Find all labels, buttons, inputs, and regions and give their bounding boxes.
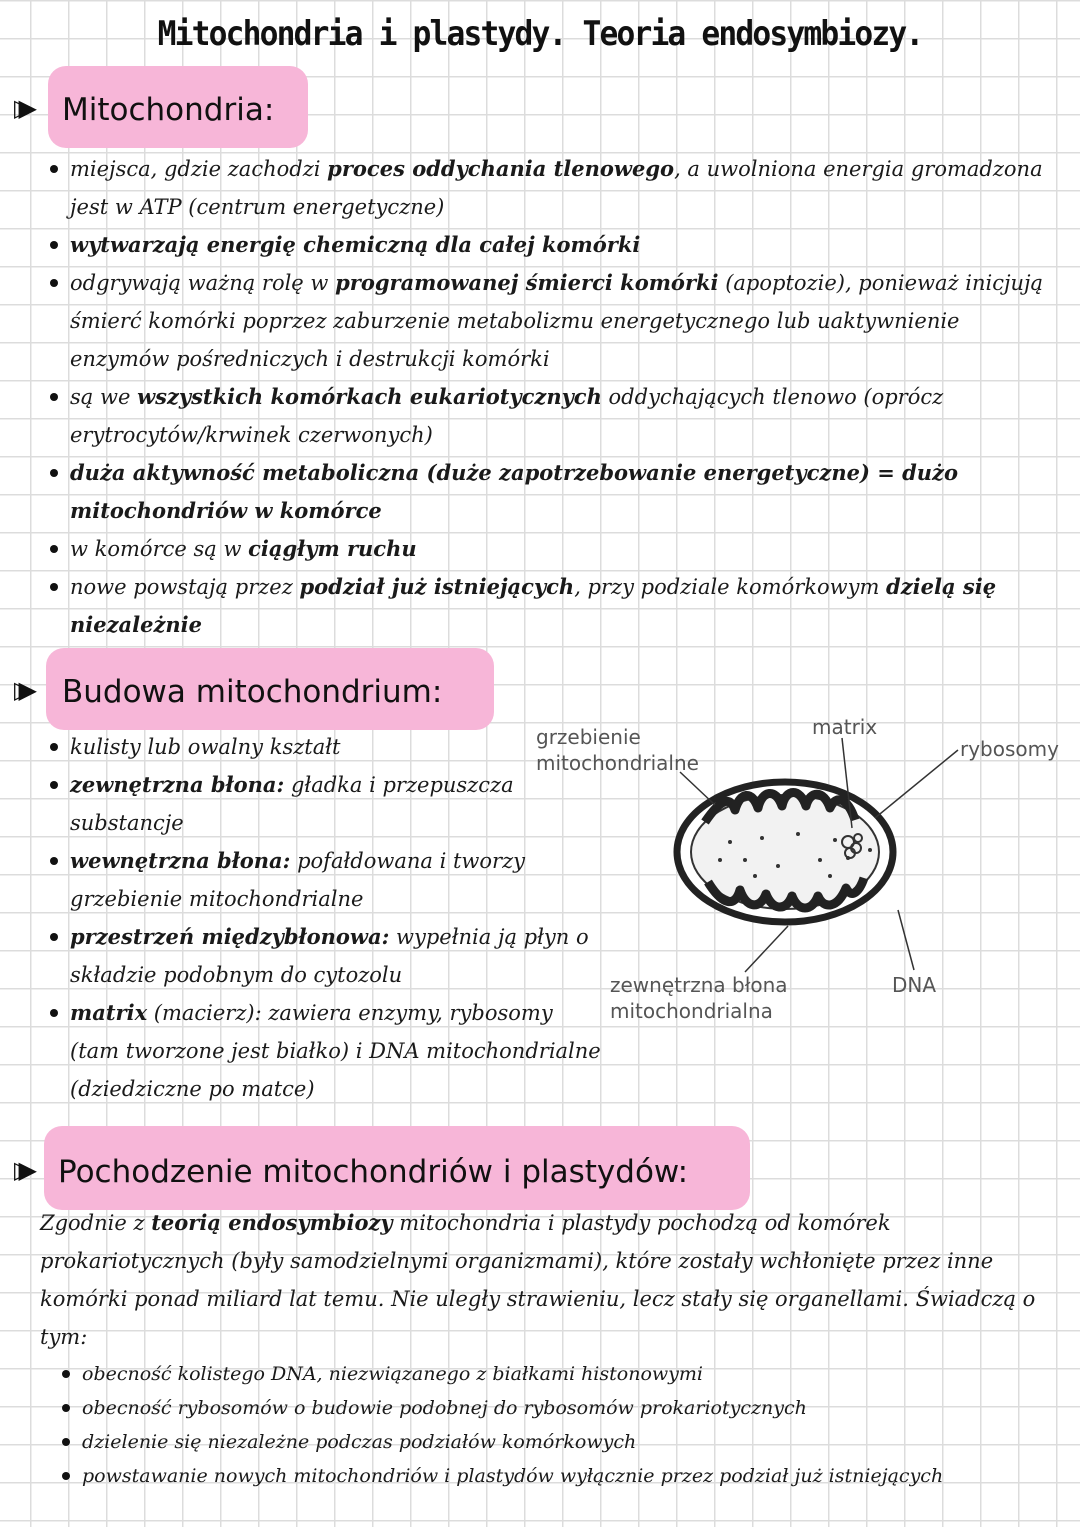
label-rybosomy: rybosomy xyxy=(960,737,1059,761)
text: gładka i przepuszcza substancje xyxy=(70,773,514,835)
list-item xyxy=(48,568,1058,644)
section-heading-label: Pochodzenie mitochondriów i plastydów: xyxy=(58,1154,689,1190)
mitochondrion-diagram xyxy=(530,710,1070,1040)
text: (macierz): zawiera enzymy, rybosomy (tam tworzone jest białko) i DNA mitochondrialne (dziedziczne po matce) xyxy=(70,1001,601,1101)
bold-text: wytwarzają energię chemiczną dla całej komórki xyxy=(70,232,641,257)
list-item xyxy=(60,1459,1060,1493)
section-heading-label: Budowa mitochondrium: xyxy=(62,674,443,710)
bold-text: podział już istniejących xyxy=(299,574,575,599)
bold-text: duża aktywność metaboliczna (duże zapotrzebowanie energetyczne) = dużo mitochondriów w komórce xyxy=(70,460,958,523)
section-heading-mitochondria xyxy=(0,66,310,126)
section-heading-budowa xyxy=(0,648,500,708)
list-item xyxy=(48,226,1058,264)
text: oddychających tlenowo (oprócz erytrocytów/krwinek czerwonych) xyxy=(70,385,944,447)
bold-text: teorią endosymbiozy xyxy=(151,1210,393,1235)
text: mitochondria i plastydy pochodzą od komórek prokariotycznych (były samodzielnymi organizmami), które zostały wchłonięte przez inne komórki ponad miliard lat temu. Nie uległy strawieniu, lecz stały się organellami. Świadczą o tym: xyxy=(40,1211,1036,1349)
budowa-list xyxy=(48,728,608,1108)
section-heading-label: Mitochondria: xyxy=(62,92,275,128)
evidence-list xyxy=(60,1357,1060,1493)
list-item xyxy=(60,1391,1060,1425)
text: w komórce są w xyxy=(70,537,249,561)
endosymbiosis-paragraph xyxy=(40,1204,1050,1356)
bold-text: zewnętrzna błona: xyxy=(70,772,285,797)
list-item xyxy=(48,842,608,918)
list-item xyxy=(48,264,1058,378)
text: dzielenie się niezależne podczas podziałów komórkowych xyxy=(82,1431,637,1453)
bold-text: proces oddychania tlenowego xyxy=(327,156,675,181)
label-zewnetrzna-blona: zewnętrzna błona mitochondrialna xyxy=(610,973,788,1023)
text: pofałdowana i tworzy grzebienie mitochondrialne xyxy=(70,849,526,911)
text: obecność kolistego DNA, niezwiązanego z białkami histonowymi xyxy=(82,1363,703,1385)
label-matrix: matrix xyxy=(812,715,878,739)
list-item xyxy=(60,1425,1060,1459)
bold-text: dzielą się niezależnie xyxy=(70,574,997,637)
text: kulisty lub owalny kształt xyxy=(70,735,341,759)
list-item xyxy=(48,728,608,766)
section-heading-pochodzenie xyxy=(0,1126,760,1190)
text: odgrywają ważną rolę w xyxy=(70,271,336,295)
text: Zgodnie z xyxy=(40,1211,152,1235)
text: są we xyxy=(70,385,138,409)
text: nowe powstają przez xyxy=(70,575,300,599)
text: miejsca, gdzie zachodzi xyxy=(70,157,328,181)
double-arrow-icon: ▷▶ xyxy=(14,1156,23,1184)
label-dna: DNA xyxy=(892,973,937,997)
text: , a uwolniona energia gromadzona jest w ATP (centrum energetyczne) xyxy=(70,157,1043,219)
list-item xyxy=(48,378,1058,454)
list-item xyxy=(48,994,608,1108)
list-item xyxy=(60,1357,1060,1391)
list-item xyxy=(48,530,1058,568)
page-title: Mitochondria i plastydy. Teoria endosymbiozy. xyxy=(157,14,923,54)
mitochondria-list xyxy=(48,150,1058,644)
list-item xyxy=(48,918,608,994)
double-arrow-icon: ▷▶ xyxy=(14,676,23,704)
bold-text: przestrzeń międzybłonowa: xyxy=(70,924,390,949)
list-item xyxy=(48,766,608,842)
text: powstawanie nowych mitochondriów i plastydów wyłącznie przez podział już istniejących xyxy=(82,1465,944,1487)
list-item xyxy=(48,150,1058,226)
text: obecność rybosomów o budowie podobnej do rybosomów prokariotycznych xyxy=(82,1397,807,1419)
text: wypełnia ją płyn o składzie podobnym do cytozolu xyxy=(70,925,589,987)
bold-text: programowanej śmierci komórki xyxy=(335,270,719,295)
text: , przy podziale komórkowym xyxy=(574,575,887,599)
label-grzebienie: grzebienie mitochondrialne xyxy=(536,725,699,775)
bold-text: wszystkich komórkach eukariotycznych xyxy=(137,384,602,409)
double-arrow-icon: ▷▶ xyxy=(14,94,23,122)
text: (apoptozie), ponieważ inicjują śmierć komórki poprzez zaburzenie metabolizmu energetycznego lub uaktywnienie enzymów pośredniczych i destrukcji komórki xyxy=(70,271,1044,371)
bold-text: matrix xyxy=(70,1000,148,1025)
list-item xyxy=(48,454,1058,530)
bold-text: ciągłym ruchu xyxy=(248,536,417,561)
bold-text: wewnętrzna błona: xyxy=(70,848,291,873)
